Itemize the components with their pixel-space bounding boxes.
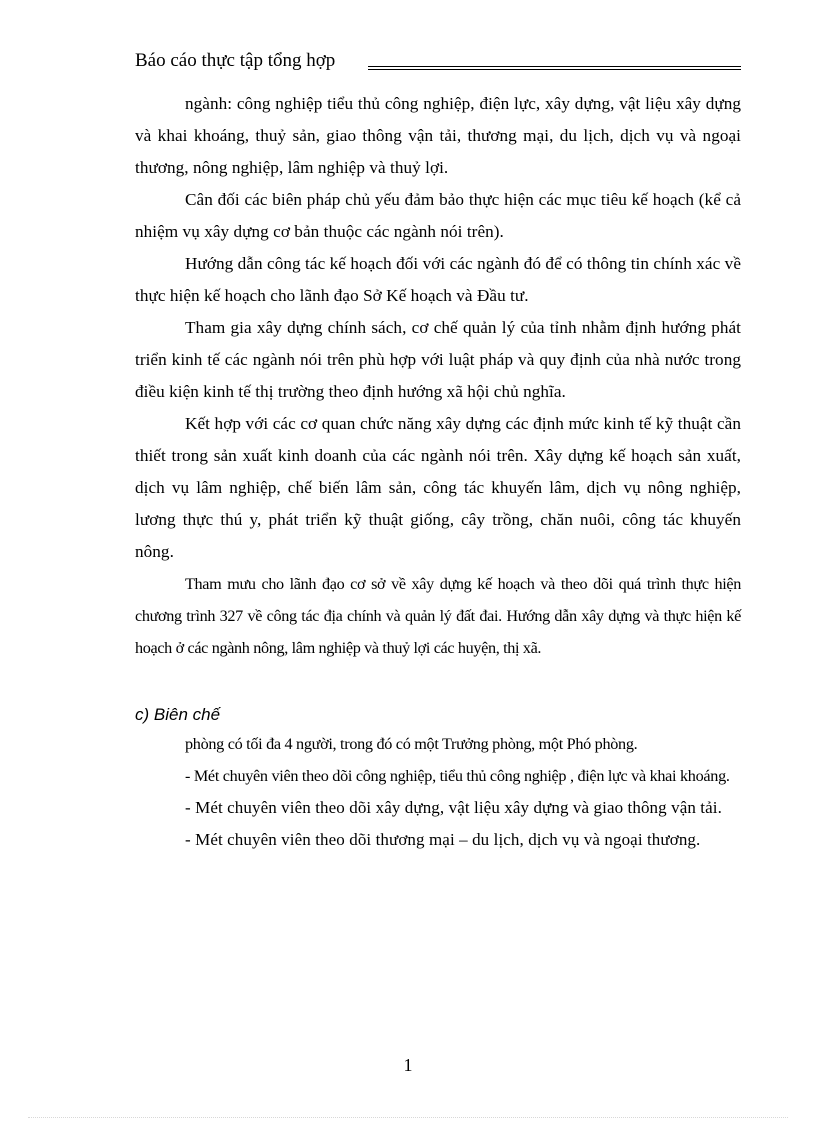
page-number: 1 <box>403 1055 413 1075</box>
header-rule <box>368 66 741 70</box>
page-bottom-border <box>28 1117 788 1118</box>
paragraph: ngành: công nghiệp tiểu thủ công nghiệp, điện lực, xây dựng, vật liệu xây dựng và khai khoáng, thuỷ sản, giao thông vận tải, thương mại, du lịch, dịch vụ và ngoại thương, nông nghiệp, lâm nghiệp và thuỷ lợi. <box>135 94 741 177</box>
section-paragraph: phòng có tối đa 4 người, trong đó có một Trưởng phòng, một Phó phòng. <box>185 735 638 753</box>
section-paragraph: - Mét chuyên viên theo dõi công nghiệp, tiểu thủ công nghiệp , điện lực và khai khoáng. <box>185 766 730 785</box>
header-title: Báo cáo thực tập tổng hợp <box>135 50 336 71</box>
page-header <box>135 50 741 72</box>
section-paragraph: - Mét chuyên viên theo dõi thương mại – du lịch, dịch vụ và ngoại thương. <box>185 829 701 849</box>
paragraph: Tham gia xây dựng chính sách, cơ chế quản lý của tỉnh nhằm định hướng phát triển kinh tế các ngành nói trên phù hợp với luật pháp và quy định của nhà nước trong điều kiện kinh tế thị trường theo định hướng xã hội chủ nghĩa. <box>135 318 741 401</box>
section-paragraph: - Mét chuyên viên theo dõi xây dựng, vật liệu xây dựng và giao thông vận tải. <box>185 798 722 817</box>
paragraph: Cân đối các biên pháp chủ yếu đảm bảo thực hiện các mục tiêu kế hoạch (kể cả nhiệm vụ xây dựng cơ bản thuộc các ngành nói trên). <box>135 190 741 241</box>
paragraph: Tham mưu cho lãnh đạo cơ sở về xây dựng kế hoạch và theo dõi quá trình thực hiện chương trình 327 về công tác địa chính và quản lý đất đai. Hướng dẫn xây dựng và thực hiện kế hoạch ở các ngành nông, lâm nghiệp và thuỷ lợi các huyện, thị xã. <box>135 575 741 657</box>
section-heading: c) Biên chế <box>135 705 221 724</box>
document-body <box>135 88 741 855</box>
paragraph: Hướng dẫn công tác kế hoạch đối với các ngành đó để có thông tin chính xác về thực hiện kế hoạch cho lãnh đạo Sở Kế hoạch và Đầu tư. <box>135 254 741 305</box>
paragraph: Kết hợp với các cơ quan chức năng xây dựng các định mức kinh tế kỹ thuật cần thiết trong sản xuất kinh doanh của các ngành nói trên. Xây dựng kế hoạch sản xuất, dịch vụ lâm nghiệp, chế biến lâm sản, công tác khuyến lâm, dịch vụ nông nghiệp, lương thực thú y, phát triển kỹ thuật giống, cây trồng, chăn nuôi, công tác khuyến nông. <box>135 414 741 561</box>
